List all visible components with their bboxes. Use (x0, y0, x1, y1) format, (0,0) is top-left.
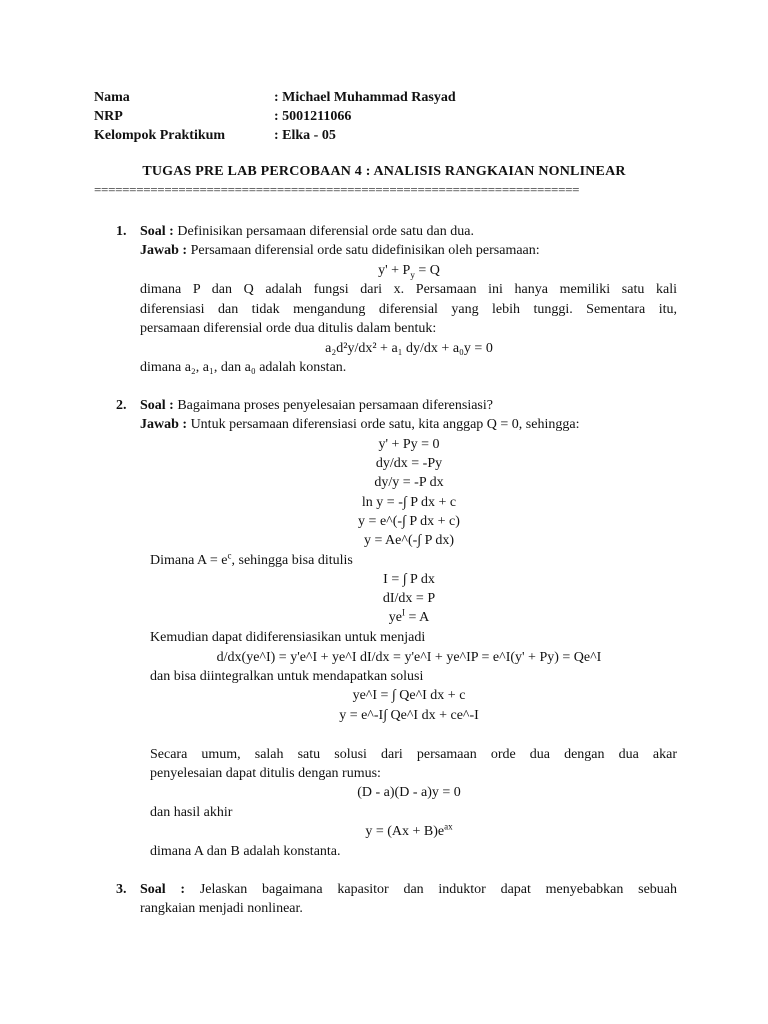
soal-label: Soal : (140, 398, 174, 413)
q2-dimana-line: Dimana $A = e^c$, sehingga bisa ditulis (150, 550, 353, 568)
q2-integral-equation: y = e^-I∫ Qe^I dx + ce^-I (339, 708, 479, 723)
soal-label: Soal : (140, 882, 186, 897)
q2-kemudian-line: Kemudian dapat didiferensiasikan untuk menjadi (150, 630, 426, 645)
q2-equation: dy/dx = -Py (375, 456, 443, 471)
jawab-text: Persamaan diferensial orde satu didefinisikan oleh persamaan: (190, 243, 540, 258)
header-label: NRP (94, 109, 123, 124)
q1-paragraph-line: dimana P dan Q adalah fungsi dari x. Persamaan ini hanya memiliki satu kali (140, 282, 677, 297)
q1-equation-1: $y' + P_y = Q$ (378, 263, 440, 280)
soal-label: Soal : (140, 224, 174, 239)
q2-equation: $ye^I = A$ (388, 607, 430, 625)
document-title: TUGAS PRE LAB PERCOBAAN 4 : ANALISIS RANGKAIAN NONLINEAR (142, 164, 626, 179)
q1-soal (140, 223, 474, 241)
q1-equation-2: a₂d²y/dx² + a₁ dy/dx + a₀y = 0 (325, 341, 493, 356)
q2-konstanta-line: dimana A dan B adalah konstanta. (150, 844, 341, 859)
q2-equation: y = e^(-∫ P dx + c) (358, 514, 460, 529)
header-value: : Michael Muhammad Rasyad (274, 90, 456, 105)
q1-number: 1. (116, 224, 127, 239)
q2-long-equation: d/dx(ye^I) = y'e^I + ye^I dI/dx = y'e^I + ye^IP = e^I(y' + Py) = Qe^I (216, 650, 602, 665)
soal-text: Definisikan persamaan diferensial orde satu dan dua. (177, 224, 474, 239)
q2-equation: dy/y = -P dx (374, 475, 444, 490)
q2-number: 2. (116, 398, 127, 413)
header-value: : 5001211066 (274, 109, 352, 124)
q2-soal (140, 397, 493, 415)
q2-paragraph-line: Secara umum, salah satu solusi dari persamaan orde dua dengan dua akar (150, 747, 677, 762)
q2-equation: ln y = -∫ P dx + c (361, 495, 457, 510)
q1-paragraph-line: diferensiasi dan tidak mengandung diferensial yang lebih tunggi. Sementara itu, (140, 302, 677, 317)
q2-jawab (140, 416, 579, 434)
q2-hasil-line: dan hasil akhir (150, 805, 233, 820)
q2-equation: y' + Py = 0 (378, 437, 440, 452)
q1-paragraph-line: persamaan diferensial orde dua ditulis dalam bentuk: (140, 321, 437, 336)
q2-equation: dI/dx = P (382, 591, 436, 606)
q2-paragraph-line: penyelesaian dapat ditulis dengan rumus: (150, 766, 381, 781)
q3-soal-continued: rangkaian menjadi nonlinear. (140, 901, 303, 916)
q2-equation-d: (D - a)(D - a)y = 0 (357, 785, 461, 800)
q3-number: 3. (116, 882, 127, 897)
soal-text: Bagaimana proses penyelesaian persamaan diferensiasi? (177, 398, 493, 413)
soal-text: Jelaskan bagaimana kapasitor dan induktor dapat menyebabkan sebuah (199, 882, 678, 897)
q2-integral-line: dan bisa diintegralkan untuk mendapatkan solusi (150, 669, 424, 684)
q2-final-equation: $y = (Ax + B)e^{ax}$ (365, 821, 453, 839)
header-label: Nama (94, 90, 130, 105)
jawab-text: Untuk persamaan diferensiasi orde satu, kita anggap Q = 0, sehingga: (190, 417, 580, 432)
header-label: Kelompok Praktikum (94, 128, 226, 143)
header-value: : Elka - 05 (274, 128, 336, 143)
jawab-label: Jawab : (140, 243, 188, 258)
separator-line: ===================================================================== (94, 182, 580, 197)
q2-equation: y = Ae^(-∫ P dx) (363, 533, 455, 548)
q3-soal (140, 881, 677, 899)
jawab-label: Jawab : (140, 417, 188, 432)
q1-paragraph-line: dimana a₂, a₁, dan a₀ adalah konstan. (140, 360, 347, 375)
q1-jawab (140, 242, 540, 260)
q2-equation: I = ∫ P dx (383, 572, 435, 587)
q2-integral-equation: ye^I = ∫ Qe^I dx + c (352, 688, 466, 703)
